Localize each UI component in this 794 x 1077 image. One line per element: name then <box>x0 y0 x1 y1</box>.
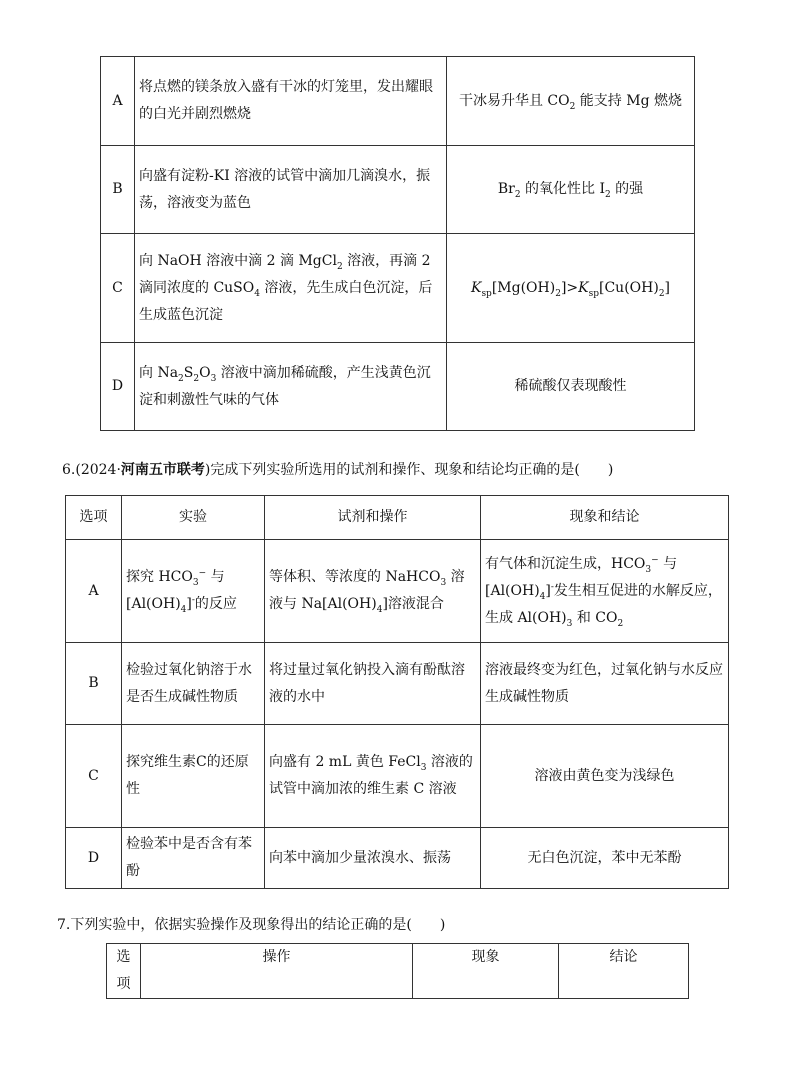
experiment-cell: 探究维生素C的还原性 <box>122 725 265 828</box>
experiment-cell: 向 $Na_2S_2O_3$ 溶液中滴加稀硫酸，产生浅黄色沉淀和刺激性气味的气体 <box>135 343 447 431</box>
experiment-table-q7 <box>106 943 689 999</box>
operation-cell: 等体积、等浓度的 NaHCO$_3$ 溶液与 $Na[Al(OH)_4]$溶液混合 <box>265 540 481 643</box>
operation-cell: 向苯中滴加少量浓溴水、振荡 <box>265 828 481 889</box>
option-cell: D <box>66 828 122 889</box>
operation-cell: 将过量过氧化钠投入滴有酚酞溶液的水中 <box>265 643 481 725</box>
experiment-cell: 检验过氧化钠溶于水是否生成碱性物质 <box>122 643 265 725</box>
option-cell: C <box>101 234 135 343</box>
table-row <box>101 343 695 431</box>
option-cell: A <box>101 57 135 146</box>
column-header: 实验 <box>122 496 265 540</box>
result-cell: 有气体和沉淀生成，$HCO_3^-$ 与 $[Al(OH)_4]^-$发生相互促进的水解反应，生成 $Al(OH)_3$ 和 $CO_2$ <box>481 540 729 643</box>
experiment-cell: 向盛有淀粉-KI 溶液的试管中滴加几滴溴水，振荡，溶液变为蓝色 <box>135 146 447 234</box>
experiment-cell: 向 NaOH 溶液中滴 2 滴 MgCl$_2$ 溶液，再滴 2 滴同浓度的 CuSO$_4$ 溶液，先生成白色沉淀，后生成蓝色沉淀 <box>135 234 447 343</box>
option-cell: A <box>66 540 122 643</box>
experiment-cell: 将点燃的镁条放入盛有干冰的灯笼里，发出耀眼的白光并剧烈燃烧 <box>135 57 447 146</box>
conclusion-cell: $K_{sp}[Mg(OH)_2]>K_{sp}[Cu(OH)_2]$ <box>447 234 695 343</box>
column-header: 操作 <box>141 944 413 999</box>
table-header-row <box>66 496 729 540</box>
result-cell: 溶液最终变为红色，过氧化钠与水反应生成碱性物质 <box>481 643 729 725</box>
question-6-stem: 6.(2024·河南五市联考)完成下列实验所选用的试剂和操作、现象和结论均正确的是( ) <box>62 462 614 478</box>
column-header: 现象 <box>413 944 559 999</box>
column-header: 选项 <box>66 496 122 540</box>
table-row <box>66 725 729 828</box>
option-cell: C <box>66 725 122 828</box>
column-header: 试剂和操作 <box>265 496 481 540</box>
table-row <box>101 234 695 343</box>
experiment-table-q5 <box>100 56 695 431</box>
conclusion-cell: 干冰易升华且 $CO_2$ 能支持 Mg 燃烧 <box>447 57 695 146</box>
column-header: 结论 <box>559 944 689 999</box>
question-7-stem: 7.下列实验中，依据实验操作及现象得出的结论正确的是( ) <box>57 917 446 933</box>
column-header: 现象和结论 <box>481 496 729 540</box>
table-row <box>66 643 729 725</box>
column-header: 选项 <box>107 944 141 999</box>
operation-cell: 向盛有 2 mL 黄色 FeCl$_3$ 溶液的试管中滴加浓的维生素 C 溶液 <box>265 725 481 828</box>
result-cell: 无白色沉淀，苯中无苯酚 <box>481 828 729 889</box>
option-cell: B <box>101 146 135 234</box>
result-cell: 溶液由黄色变为浅绿色 <box>481 725 729 828</box>
experiment-cell: 检验苯中是否含有苯酚 <box>122 828 265 889</box>
experiment-cell: 探究 $HCO_3^-$ 与 $[Al(OH)_4]^-$的反应 <box>122 540 265 643</box>
table-row <box>66 540 729 643</box>
conclusion-cell: $Br_2$ 的氧化性比 $I_2$ 的强 <box>447 146 695 234</box>
conclusion-cell: 稀硫酸仅表现酸性 <box>447 343 695 431</box>
experiment-table-q6 <box>65 495 729 889</box>
option-cell: D <box>101 343 135 431</box>
table-row <box>101 146 695 234</box>
table-header-row <box>107 944 689 999</box>
table-row <box>66 828 729 889</box>
option-cell: B <box>66 643 122 725</box>
table-row <box>101 57 695 146</box>
